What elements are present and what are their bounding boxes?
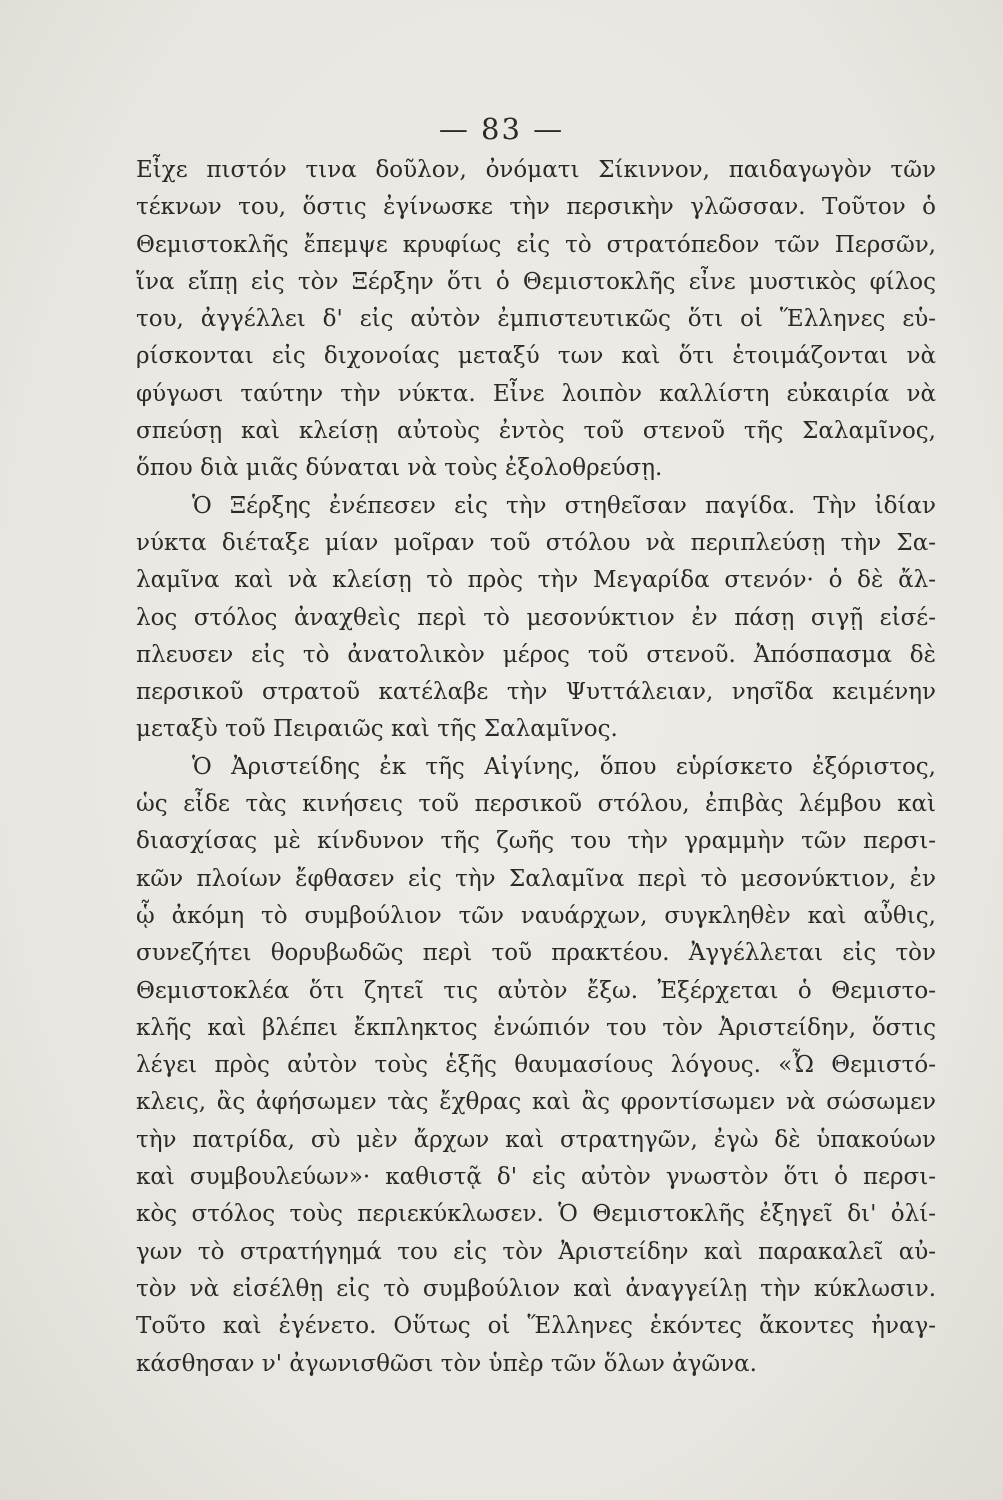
- text-line: μεταξὺ τοῦ Πειραιῶς καὶ τῆς Σαλαμῖνος.: [136, 716, 618, 743]
- text-line: τέκνων του, ὅστις ἐγίνωσκε τὴν περσικὴν γλῶσσαν. Τοῦτον ὁ: [136, 194, 936, 221]
- text-line: Ὁ Ἀριστείδης ἐκ τῆς Αἰγίνης, ὅπου εὑρίσκετο ἐξόριστος,: [192, 753, 936, 780]
- text-line: Θεμιστοκλέα ὅτι ζητεῖ τις αὐτὸν ἔξω. Ἐξέρχεται ὁ Θεμιστο-: [136, 977, 936, 1004]
- body-text: [136, 152, 936, 1383]
- text-line: γων τὸ στρατήγημά του εἰς τὸν Ἀριστείδην καὶ παρακαλεῖ αὐ-: [136, 1238, 936, 1265]
- text-line: ᾧ ἀκόμη τὸ συμβούλιον τῶν ναυάρχων, συγκληθὲν καὶ αὖθις,: [136, 902, 936, 929]
- text-line: ὡς εἶδε τὰς κινήσεις τοῦ περσικοῦ στόλου, ἐπιβὰς λέμβου καὶ: [136, 791, 936, 818]
- text-line: πλευσεν εἰς τὸ ἀνατολικὸν μέρος τοῦ στενοῦ. Ἀπόσπασμα δὲ: [136, 641, 936, 668]
- text-line: ἵνα εἴπῃ εἰς τὸν Ξέρξην ὅτι ὁ Θεμιστοκλῆς εἶνε μυστικὸς φίλος: [136, 268, 936, 295]
- text-line: τὴν πατρίδα, σὺ μὲν ἄρχων καὶ στρατηγῶν, ἐγὼ δὲ ὑπακούων: [136, 1126, 936, 1153]
- text-line: κὸς στόλος τοὺς περιεκύκλωσεν. Ὁ Θεμιστοκλῆς ἐξηγεῖ δι' ὀλί-: [136, 1201, 936, 1228]
- text-line: νύκτα διέταξε μίαν μοῖραν τοῦ στόλου νὰ περιπλεύσῃ τὴν Σα-: [136, 529, 936, 556]
- text-line: σπεύσῃ καὶ κλείσῃ αὐτοὺς ἐντὸς τοῦ στενοῦ τῆς Σαλαμῖνος,: [136, 418, 936, 445]
- text-line: λέγει πρὸς αὐτὸν τοὺς ἑξῆς θαυμασίους λόγους. «Ὦ Θεμιστό-: [136, 1052, 936, 1079]
- text-line: ρίσκονται εἰς διχονοίας μεταξύ των καὶ ὅτι ἑτοιμάζονται νὰ: [136, 343, 936, 370]
- text-line: διασχίσας μὲ κίνδυνον τῆς ζωῆς του τὴν γραμμὴν τῶν περσι-: [136, 828, 936, 855]
- text-line: κῶν πλοίων ἔφθασεν εἰς τὴν Σαλαμῖνα περὶ τὸ μεσονύκτιον, ἐν: [136, 865, 936, 892]
- text-line: φύγωσι ταύτην τὴν νύκτα. Εἶνε λοιπὸν καλλίστη εὐκαιρία νὰ: [136, 380, 936, 407]
- page-number: — 83 —: [438, 112, 565, 146]
- text-line: λος στόλος ἀναχθεὶς περὶ τὸ μεσονύκτιον ἐν πάσῃ σιγῇ εἰσέ-: [136, 604, 936, 631]
- text-line: του, ἀγγέλλει δ' εἰς αὐτὸν ἐμπιστευτικῶς ὅτι οἱ Ἕλληνες εὑ-: [136, 306, 936, 333]
- text-line: τὸν νὰ εἰσέλθῃ εἰς τὸ συμβούλιον καὶ ἀναγγείλῃ τὴν κύκλωσιν.: [136, 1275, 936, 1302]
- text-line: καὶ συμβουλεύων»· καθιστᾷ δ' εἰς αὐτὸν γνωστὸν ὅτι ὁ περσι-: [136, 1164, 936, 1191]
- text-line: Ὁ Ξέρξης ἐνέπεσεν εἰς τὴν στηθεῖσαν παγίδα. Τὴν ἰδίαν: [192, 492, 936, 519]
- text-line: συνεζήτει θορυβωδῶς περὶ τοῦ πρακτέου. Ἀγγέλλεται εἰς τὸν: [136, 940, 936, 967]
- text-line: Εἶχε πιστόν τινα δοῦλον, ὀνόματι Σίκιννον, παιδαγωγὸν τῶν: [136, 157, 936, 183]
- text-line: Τοῦτο καὶ ἐγένετο. Οὕτως οἱ Ἕλληνες ἑκόντες ἄκοντες ἠναγ-: [136, 1313, 936, 1340]
- text-line: κάσθησαν ν' ἀγωνισθῶσι τὸν ὑπὲρ τῶν ὅλων ἀγῶνα.: [136, 1350, 757, 1377]
- text-line: Θεμιστοκλῆς ἔπεμψε κρυφίως εἰς τὸ στρατόπεδον τῶν Περσῶν,: [136, 231, 936, 258]
- text-line: λαμῖνα καὶ νὰ κλείσῃ τὸ πρὸς τὴν Μεγαρίδα στενόν· ὁ δὲ ἄλ-: [136, 567, 936, 594]
- text-line: κλῆς καὶ βλέπει ἔκπληκτος ἐνώπιόν του τὸν Ἀριστείδην, ὅστις: [136, 1014, 936, 1041]
- text-line: περσικοῦ στρατοῦ κατέλαβε τὴν Ψυττάλειαν, νησῖδα κειμένην: [136, 679, 936, 706]
- text-line: κλεις, ἂς ἀφήσωμεν τὰς ἔχθρας καὶ ἂς φροντίσωμεν νὰ σώσωμεν: [136, 1089, 936, 1116]
- text-line: ὅπου διὰ μιᾶς δύναται νὰ τοὺς ἐξολοθρεύσῃ.: [136, 455, 663, 482]
